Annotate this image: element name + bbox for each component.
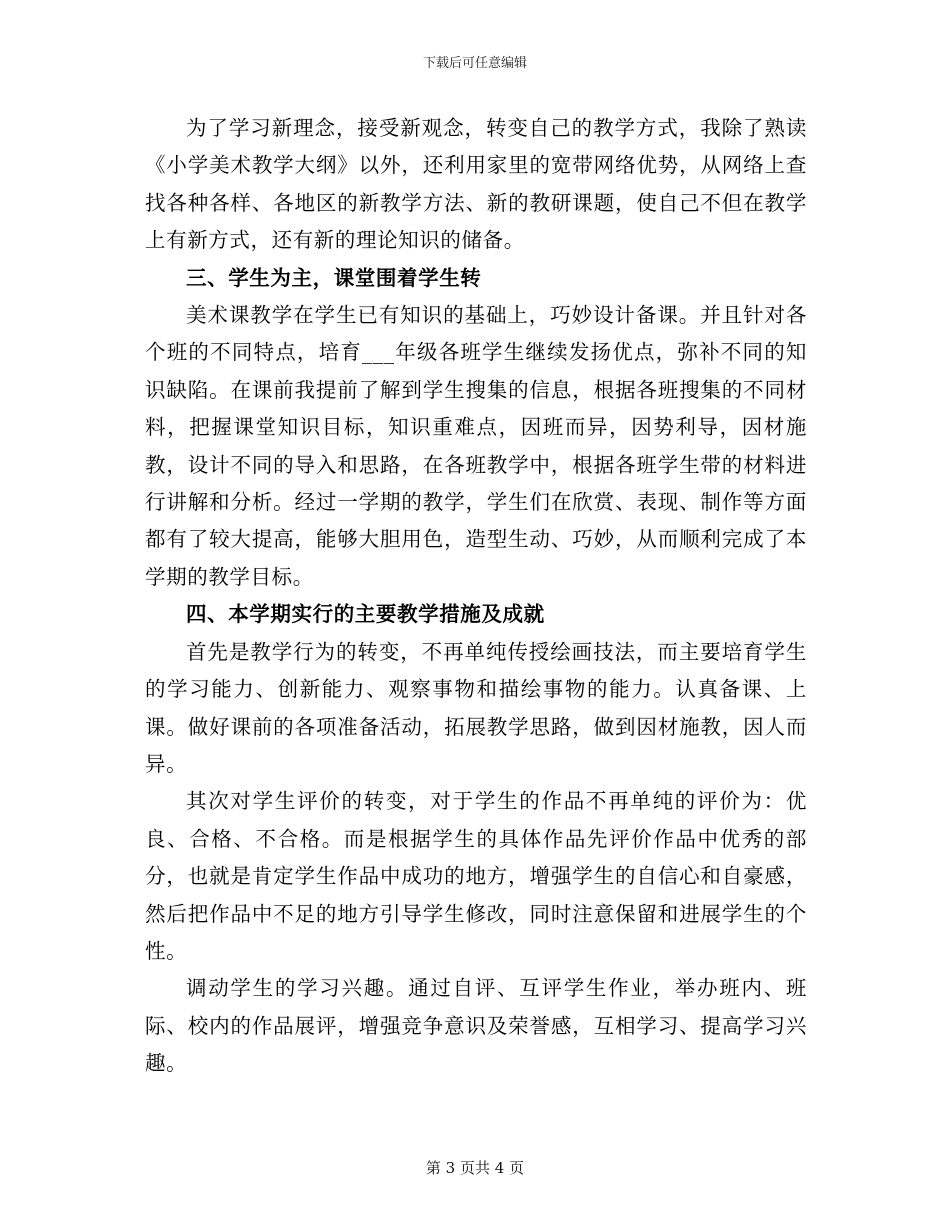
section-heading-4: 四、本学期实行的主要教学措施及成就 bbox=[186, 602, 545, 627]
paragraph-new-ideas: 为了学习新理念，接受新观念，转变自己的教学方式，我除了熟读《小学美术教学大纲》以外，还利用家里的宽带网络优势，从网络上查找各种各样、各地区的新教学方法、新的教研课题，使自己不但在教学上有新方式，还有新的理论知识的储备。 bbox=[145, 116, 807, 253]
document-body bbox=[145, 110, 807, 1083]
section-heading-3: 三、学生为主，课堂围着学生转 bbox=[186, 265, 482, 290]
page-header: 下载后可任意编辑 bbox=[422, 56, 527, 71]
paragraph-student-evaluation: 其次对学生评价的转变，对于学生的作品不再单纯的评价为：优良、合格、不合格。而是根据学生的具体作品先评价作品中优秀的部分，也就是肯定学生作品中成功的地方，增强学生的自信心和自豪感，然后把作品中不足的地方引导学生修改，同时注意保留和进展学生的个性。 bbox=[145, 789, 807, 963]
paragraph-teaching-behavior: 首先是教学行为的转变，不再单纯传授绘画技法，而主要培育学生的学习能力、创新能力、观察事物和描绘事物的能力。认真备课、上课。做好课前的各项准备活动，拓展教学思路，做到因材施教，因人而异。 bbox=[145, 639, 807, 776]
paragraph-art-teaching: 美术课教学在学生已有知识的基础上，巧妙设计备课。并且针对各个班的不同特点，培育___年级各班学生继续发扬优点，弥补不同的知识缺陷。在课前我提前了解到学生搜集的信息，根据各班搜集的不同材料，把握课堂知识目标，知识重难点，因班而异，因势利导，因材施教，设计不同的导入和思路，在各班教学中，根据各班学生带的材料进行讲解和分析。经过一学期的教学，学生们在欣赏、表现、制作等方面都有了较大提高，能够大胆用色，造型生动、巧妙，从而顺利完成了本学期的教学目标。 bbox=[145, 303, 807, 589]
paragraph-learning-interest: 调动学生的学习兴趣。通过自评、互评学生作业，举办班内、班际、校内的作品展评，增强竞争意识及荣誉感，互相学习、提高学习兴趣。 bbox=[145, 976, 807, 1076]
page-number: 第 3 页共 4 页 bbox=[425, 1159, 525, 1177]
